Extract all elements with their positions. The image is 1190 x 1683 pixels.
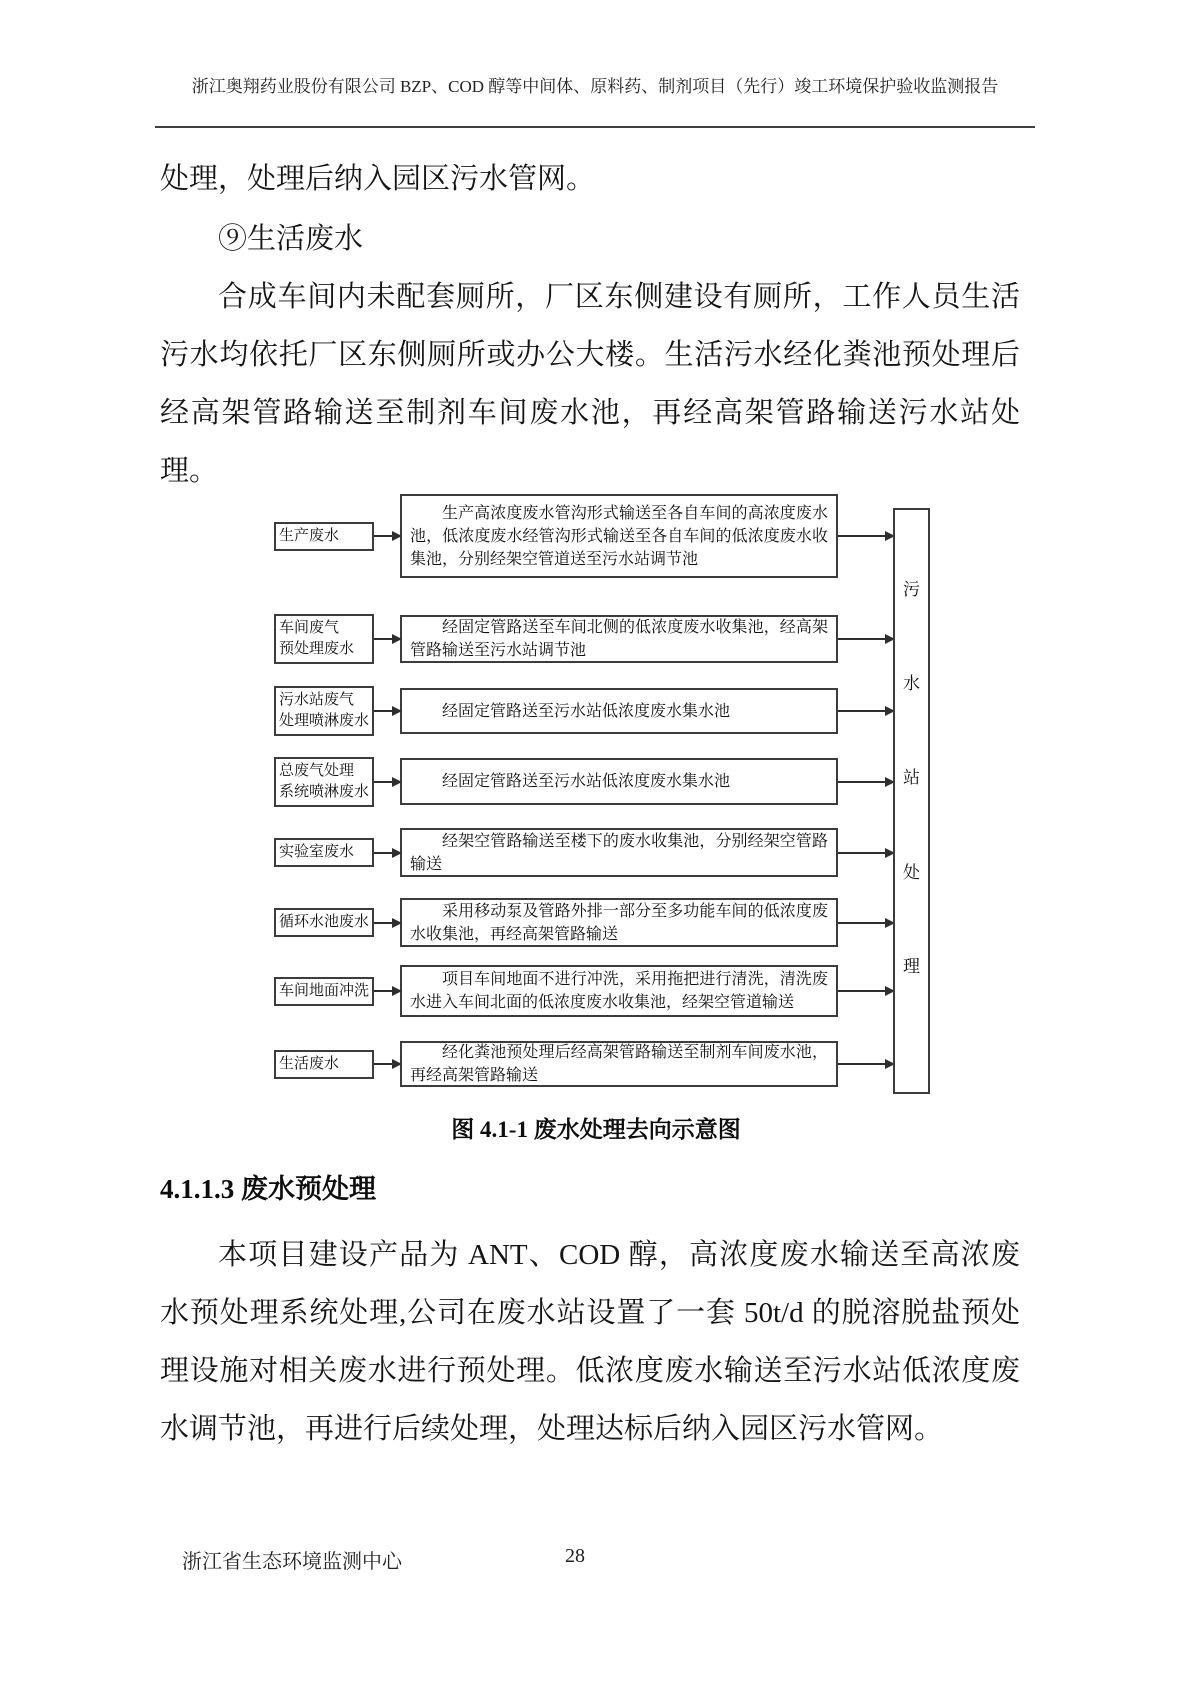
source-label: 生产废水	[279, 527, 340, 544]
route-text: 经固定管路送至车间北侧的低浓度废水收集池，经高架管路输送至污水站调节池	[410, 619, 828, 659]
footer-page-number: 28	[565, 1545, 585, 1567]
arrow-right-icon	[838, 1063, 893, 1065]
source-box	[274, 614, 374, 664]
route-text: 经固定管路送至污水站低浓度废水集水池	[442, 773, 731, 790]
figure-caption: 图 4.1-1 废水处理去向示意图	[451, 1117, 741, 1142]
source-box	[274, 522, 374, 551]
route-text: 经固定管路送至污水站低浓度废水集水池	[442, 702, 731, 720]
route-box	[400, 758, 838, 805]
arrow-right-icon	[374, 922, 400, 924]
route-box	[400, 494, 838, 578]
diagram-row-floor-washing	[262, 965, 930, 1017]
source-label: 车间地面冲洗	[279, 982, 370, 999]
sink-char: 处	[903, 862, 920, 882]
arrow-right-icon	[374, 1063, 400, 1065]
diagram-row-total-exhaust-spray	[262, 758, 930, 805]
sink-char: 理	[903, 957, 920, 977]
route-text: 项目车间地面不进行冲洗，采用拖把进行清洗，清洗废水进入车间北面的低浓度废水收集池，经架空管道输送	[410, 971, 828, 1011]
arrow-right-icon	[374, 852, 400, 854]
paragraph-pretreatment: 本项目建设产品为 ANT、COD 醇，高浓度废水输送至高浓废水预处理系统处理,公司在废水站设置了一套 50t/d 的脱溶脱盐预处理设施对相关废水进行预处理。低浓度废水输送至污水站低浓度废水调节池，再进行后续处理，处理达标后纳入园区污水管网。	[160, 1239, 1020, 1445]
arrow-right-icon	[374, 710, 400, 712]
sink-box-sewage-station	[893, 508, 930, 1094]
route-text: 经架空管路输送至楼下的废水收集池，分别经架空管路输送	[410, 832, 828, 873]
arrow-right-icon	[838, 781, 893, 783]
header-divider	[155, 126, 1035, 128]
route-text: 生产高浓度废水管沟形式输送至各自车间的高浓度废水池，低浓度废水经管沟形式输送至各自车间的低浓度废水收集池，分别经架空管道送至污水站调节池	[410, 504, 828, 568]
diagram-row-production	[262, 494, 930, 578]
arrow-right-icon	[838, 638, 893, 640]
diagram-row-sewage-station-spray	[262, 688, 930, 734]
route-box	[400, 828, 838, 877]
arrow-right-icon	[838, 852, 893, 854]
route-box	[400, 1041, 838, 1087]
source-box	[274, 757, 374, 807]
diagram-row-workshop-exhaust	[262, 615, 930, 663]
source-label: 循环水池废水	[279, 914, 370, 930]
arrow-right-icon	[374, 781, 400, 783]
source-label: 实验室废水	[279, 844, 355, 860]
list-item-domestic-wastewater: ⑨生活废水	[218, 223, 364, 255]
source-label: 车间废气	[279, 620, 340, 636]
source-box	[274, 838, 374, 867]
route-text: 采用移动泵及管路外排一部分至多功能车间的低浓度废水收集池，再经高架管路输送	[410, 902, 828, 943]
sink-char: 污	[903, 579, 920, 599]
footer-organization: 浙江省生态环境监测中心	[182, 1551, 402, 1573]
section-heading: 4.1.1.3 废水预处理	[160, 1174, 376, 1204]
source-label: 生活废水	[279, 1055, 340, 1072]
source-label: 处理喷淋废水	[279, 713, 370, 729]
route-box	[400, 615, 838, 663]
paragraph-continuation: 处理，处理后纳入园区污水管网。	[160, 163, 596, 195]
page-header-title: 浙江奥翔药业股份有限公司 BZP、COD 醇等中间体、原料药、制剂项目（先行）竣工环境保护验收监测报告	[191, 77, 999, 96]
source-label: 污水站废气	[279, 692, 355, 708]
diagram-row-laboratory	[262, 828, 930, 877]
source-label: 预处理废水	[279, 641, 355, 657]
sink-char: 水	[903, 674, 920, 694]
arrow-right-icon	[374, 638, 400, 640]
route-box	[400, 965, 838, 1017]
route-box	[400, 898, 838, 947]
source-label: 总废气处理	[279, 762, 355, 779]
sink-char: 站	[903, 768, 920, 788]
arrow-right-icon	[838, 922, 893, 924]
arrow-right-icon	[838, 535, 893, 537]
source-box	[274, 686, 374, 736]
arrow-right-icon	[838, 710, 893, 712]
arrow-right-icon	[374, 990, 400, 992]
arrow-right-icon	[374, 535, 400, 537]
diagram-row-circulating-pool	[262, 898, 930, 947]
route-text: 经化粪池预处理后经高架管路输送至制剂车间废水池，再经高架管路输送	[410, 1044, 828, 1084]
source-box	[274, 908, 374, 937]
arrow-right-icon	[838, 990, 893, 992]
source-box	[274, 977, 374, 1006]
route-box	[400, 688, 838, 734]
paragraph-domestic-wastewater: 合成车间内未配套厕所，厂区东侧建设有厕所，工作人员生活污水均依托厂区东侧厕所或办公大楼。生活污水经化粪池预处理后经高架管路输送至制剂车间废水池，再经高架管路输送污水站处理。	[160, 281, 1020, 487]
source-box	[274, 1050, 374, 1079]
source-label: 系统喷淋废水	[279, 783, 370, 800]
diagram-row-domestic	[262, 1041, 930, 1087]
wastewater-flow-diagram	[262, 494, 930, 1094]
